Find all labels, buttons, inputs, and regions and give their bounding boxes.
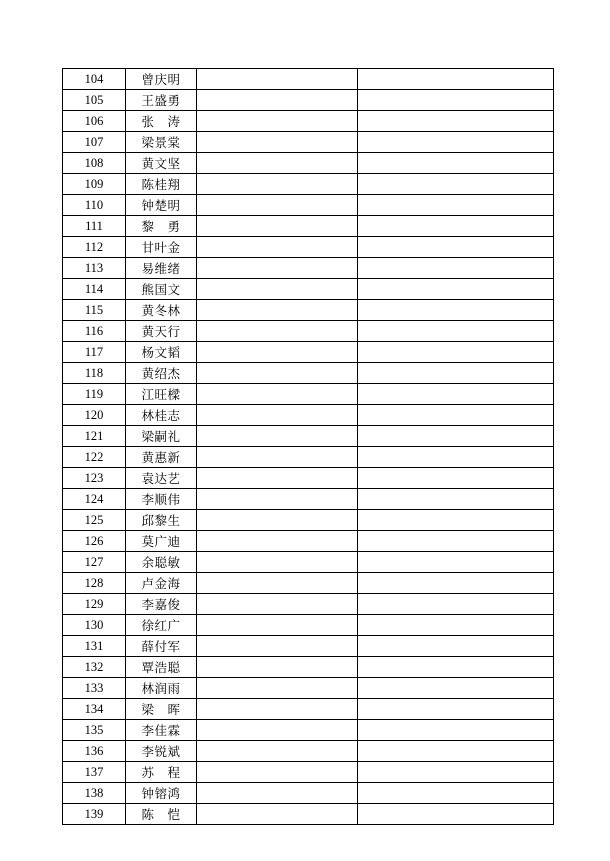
cell-name [126, 447, 197, 468]
table-row [63, 699, 554, 720]
cell-column-four [358, 447, 554, 468]
cell-name-text: 易维绪 [141, 260, 181, 276]
cell-column-three [197, 741, 358, 762]
table-row [63, 594, 554, 615]
cell-column-three [197, 594, 358, 615]
cell-name-text: 梁嗣礼 [141, 428, 181, 444]
table-row [63, 132, 554, 153]
cell-name [126, 573, 197, 594]
cell-name [126, 258, 197, 279]
cell-column-four [358, 720, 554, 741]
cell-number: 127 [63, 552, 126, 573]
cell-column-three [197, 174, 358, 195]
cell-column-three [197, 237, 358, 258]
table-row [63, 174, 554, 195]
cell-column-four [358, 741, 554, 762]
cell-name-text: 薛付军 [141, 638, 181, 654]
table-row [63, 510, 554, 531]
cell-name-text: 甘叶金 [141, 239, 181, 255]
cell-column-four [358, 636, 554, 657]
cell-number: 119 [63, 384, 126, 405]
cell-name [126, 594, 197, 615]
cell-number: 117 [63, 342, 126, 363]
cell-name-text: 陈 恺 [141, 806, 181, 822]
cell-name [126, 132, 197, 153]
cell-column-four [358, 111, 554, 132]
cell-name [126, 762, 197, 783]
cell-column-three [197, 279, 358, 300]
table-row [63, 657, 554, 678]
cell-column-three [197, 720, 358, 741]
cell-number: 133 [63, 678, 126, 699]
cell-name [126, 720, 197, 741]
cell-name [126, 279, 197, 300]
cell-name [126, 636, 197, 657]
cell-column-four [358, 216, 554, 237]
table-row [63, 468, 554, 489]
table-row [63, 489, 554, 510]
cell-column-three [197, 69, 358, 90]
table-row [63, 195, 554, 216]
cell-name [126, 69, 197, 90]
cell-number: 110 [63, 195, 126, 216]
roster-table [62, 68, 554, 825]
cell-number: 105 [63, 90, 126, 111]
roster-table-container [62, 68, 549, 825]
table-row [63, 804, 554, 825]
cell-number: 128 [63, 573, 126, 594]
cell-name [126, 321, 197, 342]
cell-name-text: 余聪敏 [141, 554, 181, 570]
cell-column-three [197, 363, 358, 384]
table-row [63, 762, 554, 783]
cell-name [126, 678, 197, 699]
cell-name-text: 江旺樑 [141, 386, 181, 402]
cell-name [126, 153, 197, 174]
cell-column-three [197, 573, 358, 594]
cell-number: 113 [63, 258, 126, 279]
cell-column-four [358, 300, 554, 321]
cell-number: 129 [63, 594, 126, 615]
cell-column-four [358, 90, 554, 111]
cell-column-three [197, 804, 358, 825]
cell-column-four [358, 321, 554, 342]
cell-column-four [358, 573, 554, 594]
cell-column-three [197, 678, 358, 699]
table-row [63, 90, 554, 111]
cell-name-text: 黎 勇 [141, 218, 181, 234]
cell-column-four [358, 69, 554, 90]
cell-name [126, 531, 197, 552]
cell-name [126, 363, 197, 384]
cell-number: 135 [63, 720, 126, 741]
table-row [63, 237, 554, 258]
cell-column-three [197, 615, 358, 636]
cell-column-four [358, 426, 554, 447]
cell-column-four [358, 237, 554, 258]
cell-column-three [197, 447, 358, 468]
cell-name-text: 张 涛 [141, 113, 181, 129]
table-row [63, 783, 554, 804]
cell-number: 121 [63, 426, 126, 447]
cell-number: 132 [63, 657, 126, 678]
cell-column-four [358, 258, 554, 279]
cell-number: 122 [63, 447, 126, 468]
cell-column-three [197, 216, 358, 237]
cell-number: 108 [63, 153, 126, 174]
table-row [63, 321, 554, 342]
cell-name-text: 袁达艺 [141, 470, 181, 486]
cell-number: 118 [63, 363, 126, 384]
cell-name [126, 489, 197, 510]
table-row [63, 552, 554, 573]
cell-name-text: 徐红广 [141, 617, 181, 633]
cell-column-four [358, 510, 554, 531]
table-row [63, 573, 554, 594]
cell-column-three [197, 300, 358, 321]
table-row [63, 678, 554, 699]
table-row [63, 384, 554, 405]
cell-number: 130 [63, 615, 126, 636]
cell-name [126, 237, 197, 258]
cell-number: 131 [63, 636, 126, 657]
cell-name-text: 覃浩聪 [141, 659, 181, 675]
cell-name-text: 莫广迪 [141, 533, 181, 549]
cell-number: 107 [63, 132, 126, 153]
cell-column-four [358, 195, 554, 216]
cell-number: 115 [63, 300, 126, 321]
cell-name [126, 195, 197, 216]
table-row [63, 279, 554, 300]
cell-name [126, 342, 197, 363]
cell-name [126, 699, 197, 720]
cell-name-text: 李锐斌 [141, 743, 181, 759]
table-row [63, 216, 554, 237]
table-row [63, 69, 554, 90]
table-row [63, 405, 554, 426]
cell-name [126, 111, 197, 132]
roster-table-body [63, 69, 554, 825]
cell-number: 116 [63, 321, 126, 342]
cell-number: 114 [63, 279, 126, 300]
cell-name-text: 黄文坚 [141, 155, 181, 171]
cell-name-text: 梁 晖 [141, 701, 181, 717]
cell-number: 125 [63, 510, 126, 531]
cell-number: 123 [63, 468, 126, 489]
cell-column-three [197, 153, 358, 174]
cell-name-text: 李嘉俊 [141, 596, 181, 612]
cell-name [126, 552, 197, 573]
cell-number: 137 [63, 762, 126, 783]
table-row [63, 111, 554, 132]
cell-column-four [358, 657, 554, 678]
cell-number: 111 [63, 216, 126, 237]
cell-name [126, 510, 197, 531]
table-row [63, 615, 554, 636]
table-row [63, 426, 554, 447]
cell-column-three [197, 90, 358, 111]
cell-column-four [358, 783, 554, 804]
cell-column-four [358, 531, 554, 552]
table-row [63, 153, 554, 174]
cell-column-four [358, 594, 554, 615]
table-row [63, 741, 554, 762]
cell-column-three [197, 426, 358, 447]
table-row [63, 447, 554, 468]
cell-column-four [358, 363, 554, 384]
cell-column-four [358, 678, 554, 699]
cell-column-four [358, 153, 554, 174]
cell-name-text: 钟楚明 [141, 197, 181, 213]
cell-number: 138 [63, 783, 126, 804]
cell-name-text: 黄冬林 [141, 302, 181, 318]
table-row [63, 636, 554, 657]
cell-number: 124 [63, 489, 126, 510]
cell-name-text: 曾庆明 [141, 71, 181, 87]
cell-name [126, 174, 197, 195]
cell-column-three [197, 384, 358, 405]
cell-column-three [197, 531, 358, 552]
cell-column-three [197, 468, 358, 489]
cell-number: 136 [63, 741, 126, 762]
cell-column-three [197, 342, 358, 363]
cell-name [126, 216, 197, 237]
cell-column-three [197, 699, 358, 720]
cell-column-four [358, 342, 554, 363]
cell-name [126, 657, 197, 678]
cell-name [126, 804, 197, 825]
cell-name-text: 杨文韬 [141, 344, 181, 360]
cell-name-text: 李顺伟 [141, 491, 181, 507]
cell-column-four [358, 615, 554, 636]
cell-name [126, 783, 197, 804]
cell-name-text: 钟镕鸿 [141, 785, 181, 801]
cell-name [126, 300, 197, 321]
cell-column-three [197, 321, 358, 342]
cell-name-text: 熊国文 [141, 281, 181, 297]
cell-name-text: 李佳霖 [141, 722, 181, 738]
table-row [63, 300, 554, 321]
cell-name [126, 90, 197, 111]
cell-number: 112 [63, 237, 126, 258]
cell-column-four [358, 489, 554, 510]
cell-column-three [197, 657, 358, 678]
cell-column-three [197, 111, 358, 132]
cell-name-text: 林润雨 [141, 680, 181, 696]
table-row [63, 342, 554, 363]
cell-name-text: 林桂志 [141, 407, 181, 423]
cell-name-text: 梁景棠 [141, 134, 181, 150]
table-row [63, 363, 554, 384]
cell-column-four [358, 384, 554, 405]
cell-name [126, 468, 197, 489]
cell-column-three [197, 762, 358, 783]
cell-name-text: 王盛勇 [141, 92, 181, 108]
cell-name [126, 426, 197, 447]
cell-column-three [197, 132, 358, 153]
cell-number: 126 [63, 531, 126, 552]
cell-column-four [358, 279, 554, 300]
cell-column-three [197, 405, 358, 426]
cell-number: 109 [63, 174, 126, 195]
cell-column-four [358, 174, 554, 195]
cell-number: 106 [63, 111, 126, 132]
cell-name-text: 黄绍杰 [141, 365, 181, 381]
table-row [63, 258, 554, 279]
cell-column-three [197, 783, 358, 804]
cell-name-text: 黄惠新 [141, 449, 181, 465]
cell-name [126, 384, 197, 405]
cell-number: 134 [63, 699, 126, 720]
cell-column-three [197, 552, 358, 573]
cell-number: 104 [63, 69, 126, 90]
table-row [63, 720, 554, 741]
cell-column-three [197, 636, 358, 657]
cell-column-four [358, 762, 554, 783]
cell-column-three [197, 258, 358, 279]
cell-name-text: 邱黎生 [141, 512, 181, 528]
cell-column-four [358, 405, 554, 426]
cell-name-text: 苏 程 [141, 764, 181, 780]
cell-column-three [197, 489, 358, 510]
cell-name [126, 741, 197, 762]
cell-name-text: 陈桂翔 [141, 176, 181, 192]
cell-column-four [358, 468, 554, 489]
cell-column-three [197, 195, 358, 216]
cell-column-four [358, 699, 554, 720]
cell-name [126, 615, 197, 636]
cell-name-text: 卢金海 [141, 575, 181, 591]
cell-number: 120 [63, 405, 126, 426]
cell-name-text: 黄天行 [141, 323, 181, 339]
cell-column-four [358, 804, 554, 825]
cell-column-four [358, 552, 554, 573]
cell-number: 139 [63, 804, 126, 825]
cell-name [126, 405, 197, 426]
table-row [63, 531, 554, 552]
cell-column-three [197, 510, 358, 531]
cell-column-four [358, 132, 554, 153]
